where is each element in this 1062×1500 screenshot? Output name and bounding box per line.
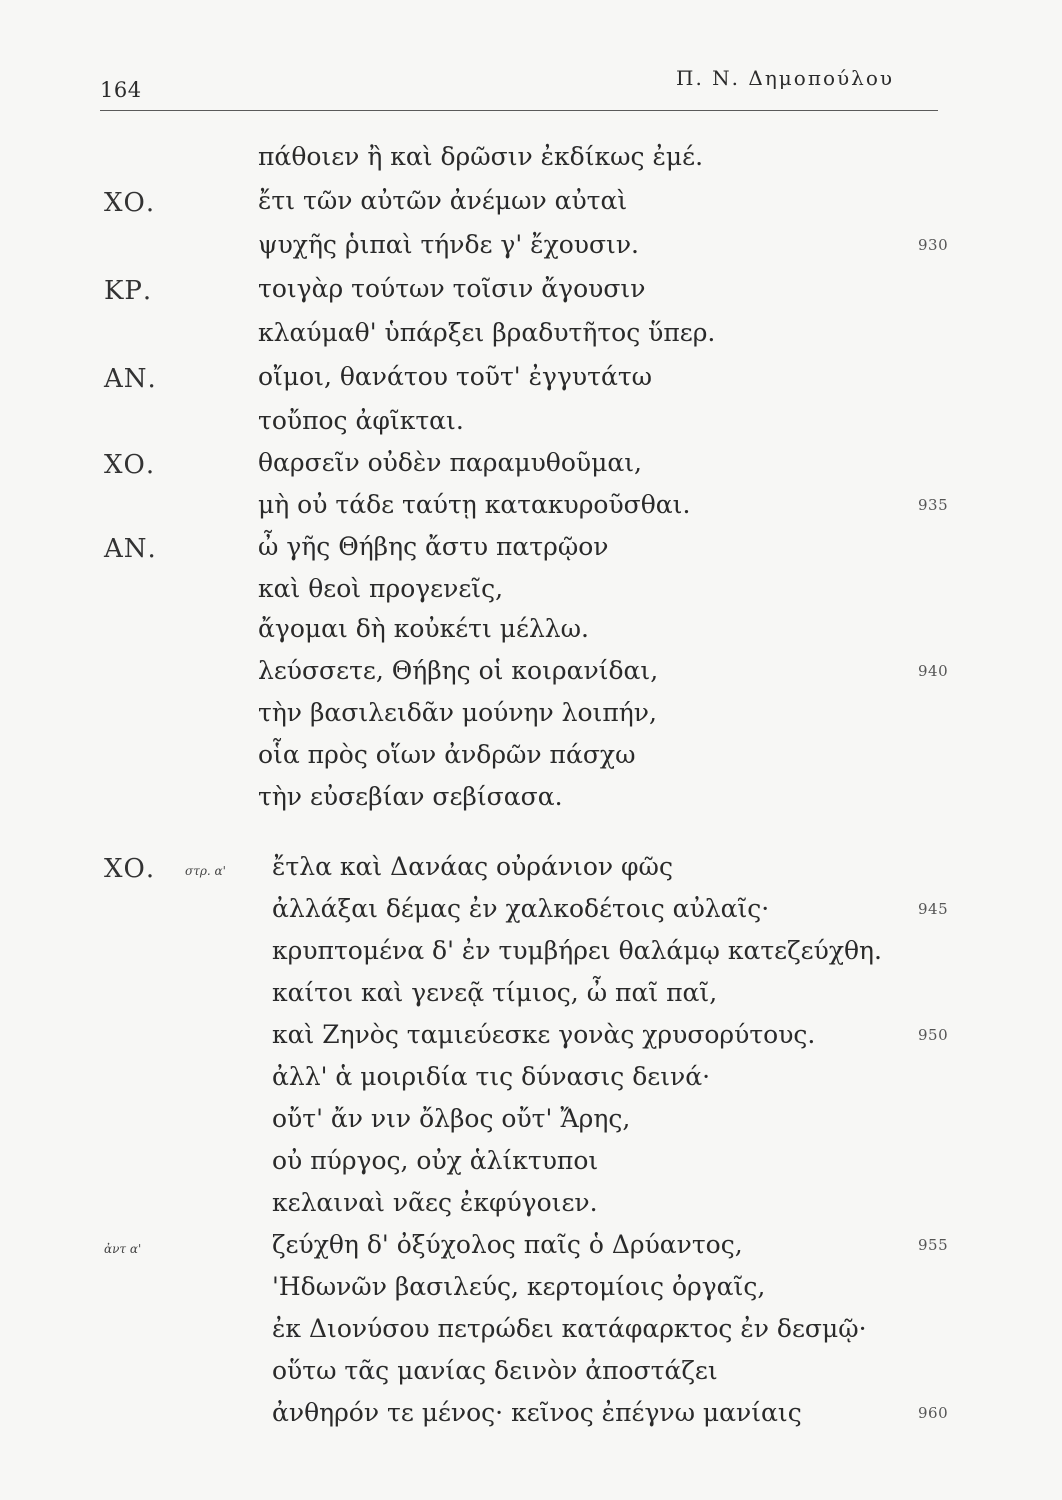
verse-line — [0, 698, 1062, 736]
verse-text: οὔτ' ἄν νιν ὄλβος οὔτ' Ἄρης, — [272, 1104, 631, 1133]
speaker-label: ΑΝ. — [104, 364, 157, 394]
line-number: 930 — [918, 236, 949, 254]
verse-text: οὐ πύργος, οὐχ ἁλίκτυποι — [272, 1146, 599, 1175]
verse-line — [0, 230, 1062, 268]
verse-text: τὴν εὐσεβίαν σεβίσασα. — [258, 782, 563, 811]
verse-line — [0, 318, 1062, 356]
verse-text: ἔτι τῶν αὐτῶν ἀνέμων αὐταὶ — [258, 186, 628, 215]
speaker-label: ΚΡ. — [104, 276, 153, 306]
verse-line — [0, 1146, 1062, 1184]
speaker-label: ΧΟ. — [104, 450, 156, 480]
header-rule — [100, 110, 938, 111]
verse-text: ἄγομαι δὴ κοὐκέτι μέλλω. — [258, 614, 589, 643]
verse-line — [0, 142, 1062, 180]
line-number: 960 — [918, 1404, 949, 1422]
running-head: Π. Ν. Δημοπούλου — [676, 66, 895, 90]
speaker-label: ΧΟ. — [104, 188, 156, 218]
speaker-label: ΑΝ. — [104, 534, 157, 564]
speaker-label: ΧΟ. — [104, 854, 156, 884]
verse-text: ἀλλάξαι δέμας ἐν χαλκοδέτοις αὐλαῖς· — [272, 894, 770, 923]
verse-line — [0, 186, 1062, 224]
verse-line — [0, 1020, 1062, 1058]
verse-text: κρυπτομένα δ' ἐν τυμβήρει θαλάμῳ κατεζεύχθη. — [272, 936, 882, 965]
verse-line — [0, 978, 1062, 1016]
verse-text: ἀλλ' ἁ μοιριδία τις δύνασις δεινά· — [272, 1062, 711, 1091]
verse-text: τοιγὰρ τούτων τοῖσιν ἄγουσιν — [258, 274, 646, 303]
verse-line — [0, 532, 1062, 570]
verse-text: καὶ Ζηνὸς ταμιεύεσκε γονὰς χρυσορύτους. — [272, 1020, 816, 1049]
verse-line — [0, 574, 1062, 612]
line-number: 950 — [918, 1026, 949, 1044]
verse-line — [0, 656, 1062, 694]
line-number: 945 — [918, 900, 949, 918]
verse-text: ἐκ Διονύσου πετρώδει κατάφαρκτος ἐν δεσμῷ· — [272, 1314, 867, 1343]
line-number: 935 — [918, 496, 949, 514]
verse-line — [0, 274, 1062, 312]
verse-text: τοὔπος ἀφῖκται. — [258, 406, 464, 435]
verse-line — [0, 1062, 1062, 1100]
verse-text: ἀνθηρόν τε μένος· κεῖνος ἐπέγνω μανίαις — [272, 1398, 802, 1427]
verse-line — [0, 740, 1062, 778]
verse-line — [0, 362, 1062, 400]
verse-text: πάθοιεν ἢ καὶ δρῶσιν ἐκδίκως ἐμέ. — [258, 142, 704, 171]
strophe-label: ἀντ α' — [104, 1242, 142, 1256]
verse-line — [0, 448, 1062, 486]
page-number: 164 — [100, 78, 142, 102]
verse-line — [0, 852, 1062, 890]
verse-line — [0, 782, 1062, 820]
verse-line — [0, 1314, 1062, 1352]
verse-text: ψυχῆς ῥιπαὶ τήνδε γ' ἔχουσιν. — [258, 230, 639, 259]
verse-text: κλαύμαθ' ὑπάρξει βραδυτῆτος ὕπερ. — [258, 318, 716, 347]
verse-text: καὶ θεοὶ προγενεῖς, — [258, 574, 504, 603]
verse-text: οὕτω τᾶς μανίας δεινὸν ἀποστάζει — [272, 1356, 718, 1385]
verse-text: θαρσεῖν οὐδὲν παραμυθοῦμαι, — [258, 448, 642, 477]
verse-line — [0, 1230, 1062, 1268]
line-number: 955 — [918, 1236, 949, 1254]
verse-text: 'Ηδωνῶν βασιλεύς, κερτομίοις ὀργαῖς, — [272, 1272, 766, 1301]
verse-line — [0, 1356, 1062, 1394]
verse-line — [0, 894, 1062, 932]
verse-text: ὦ γῆς Θήβης ἄστυ πατρῷον — [258, 532, 609, 561]
line-number: 940 — [918, 662, 949, 680]
verse-line — [0, 490, 1062, 528]
verse-line — [0, 1188, 1062, 1226]
verse-text: λεύσσετε, Θήβης οἱ κοιρανίδαι, — [258, 656, 659, 685]
verse-text: τὴν βασιλειδᾶν μούνην λοιπήν, — [258, 698, 657, 727]
verse-line — [0, 1272, 1062, 1310]
verse-line — [0, 614, 1062, 652]
verse-line — [0, 936, 1062, 974]
verse-text: καίτοι καὶ γενεᾷ τίμιος, ὦ παῖ παῖ, — [272, 978, 718, 1007]
verse-line — [0, 1398, 1062, 1436]
verse-line — [0, 1104, 1062, 1142]
strophe-label: στρ. α' — [185, 864, 226, 878]
verse-text: κελαιναὶ νᾶες ἐκφύγοιεν. — [272, 1188, 598, 1217]
verse-line — [0, 406, 1062, 444]
verse-text: οἷα πρὸς οἵων ἀνδρῶν πάσχω — [258, 740, 636, 769]
verse-text: μὴ οὐ τάδε ταύτῃ κατακυροῦσθαι. — [258, 490, 691, 519]
verse-text: ζεύχθη δ' ὀξύχολος παῖς ὁ Δρύαντος, — [272, 1230, 743, 1259]
verse-text: ἔτλα καὶ Δανάας οὐράνιον φῶς — [272, 852, 673, 881]
verse-text: οἴμοι, θανάτου τοῦτ' ἐγγυτάτω — [258, 362, 653, 391]
